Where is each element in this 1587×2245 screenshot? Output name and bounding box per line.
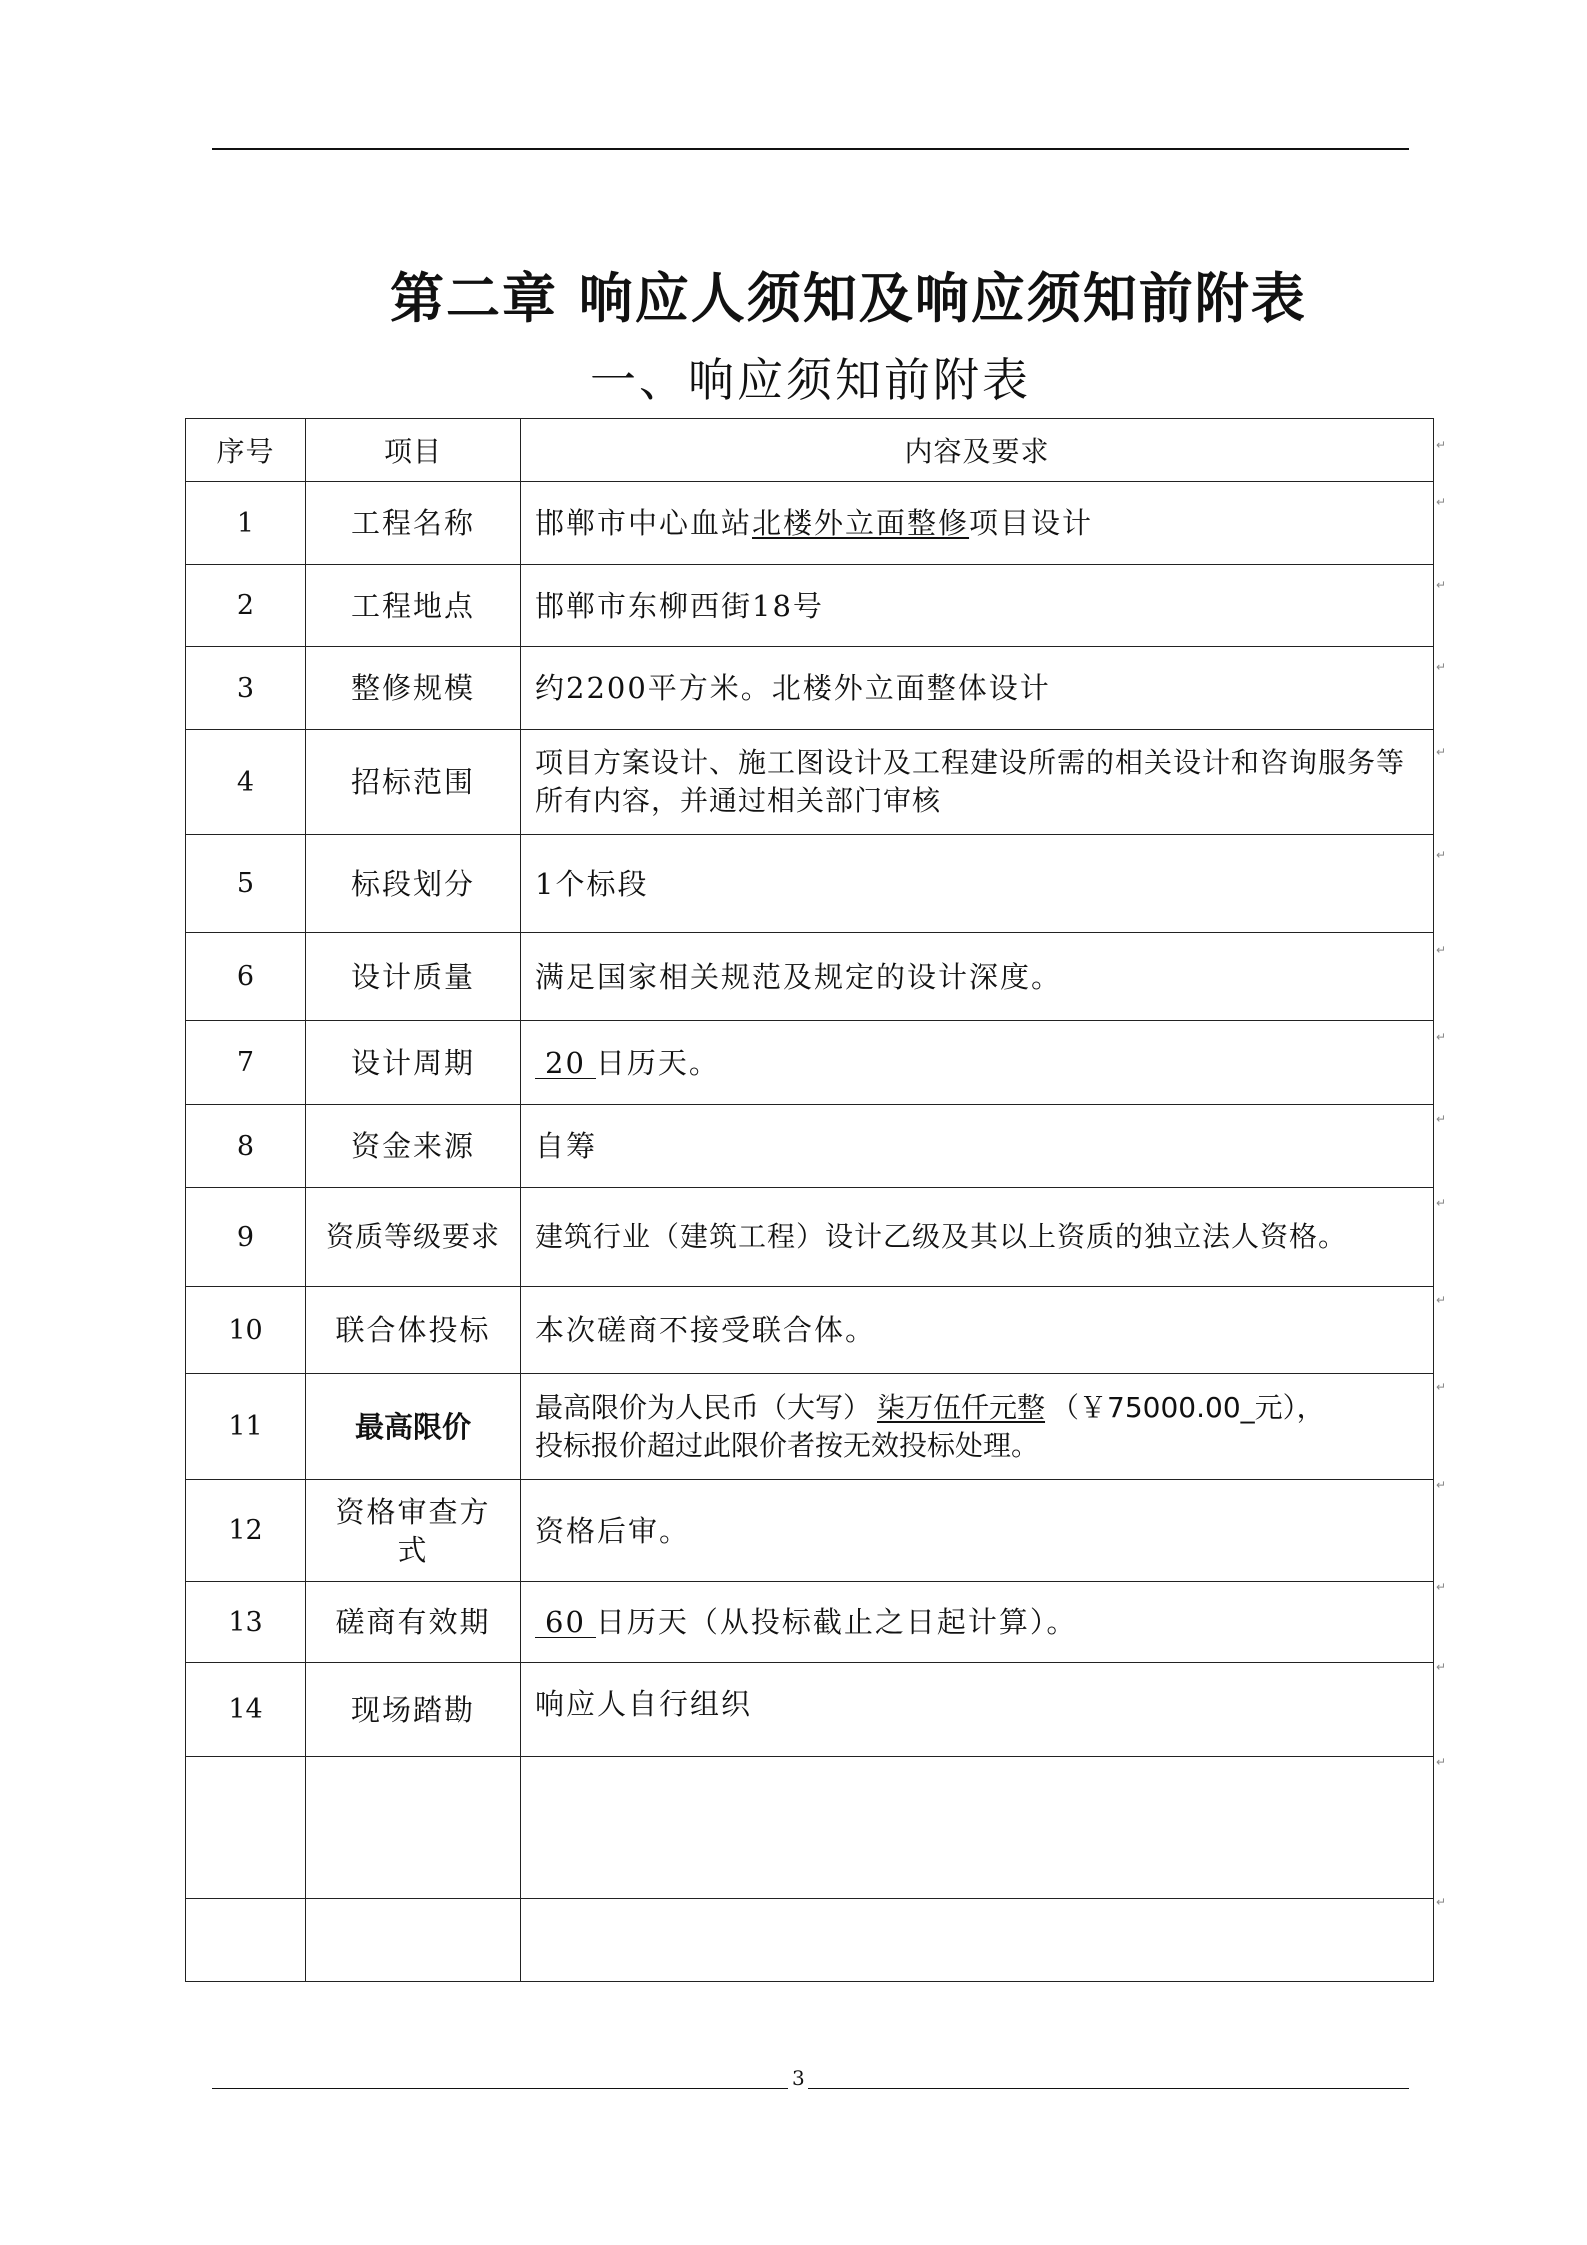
return-mark-icon: ↵ — [1436, 495, 1447, 509]
row-num: 7 — [186, 1021, 306, 1105]
section-title: 一、响应须知前附表 — [590, 353, 1031, 407]
row-content: 响应人自行组织 — [521, 1663, 1434, 1757]
row-content — [521, 1757, 1434, 1899]
return-mark-icon: ↵ — [1436, 848, 1447, 862]
row-num: 8 — [186, 1105, 306, 1188]
row-item: 联合体投标 — [306, 1287, 521, 1374]
return-mark-icon: ↵ — [1436, 943, 1447, 957]
row-num: 2 — [186, 565, 306, 647]
row-num: 4 — [186, 730, 306, 835]
row-content: 自筹 — [521, 1105, 1434, 1188]
table-row — [186, 482, 1434, 565]
row-item: 资金来源 — [306, 1105, 521, 1188]
header-num: 序号 — [186, 419, 306, 482]
row-num: 5 — [186, 835, 306, 933]
row-item — [306, 1757, 521, 1899]
row-num: 14 — [186, 1663, 306, 1757]
return-mark-icon: ↵ — [1436, 1380, 1447, 1394]
row-item — [306, 1899, 521, 1982]
return-mark-icon: ↵ — [1436, 1478, 1447, 1492]
table-row — [186, 1374, 1434, 1480]
row-num: 11 — [186, 1374, 306, 1480]
row-num — [186, 1899, 306, 1982]
table-row — [186, 1663, 1434, 1757]
return-mark-icon: ↵ — [1436, 745, 1447, 759]
row-content — [521, 482, 1434, 565]
row-item: 设计周期 — [306, 1021, 521, 1105]
table-row — [186, 1582, 1434, 1663]
underlined-value: 60 — [535, 1607, 596, 1638]
return-mark-icon: ↵ — [1436, 578, 1447, 592]
row-content: 资格后审。 — [521, 1480, 1434, 1582]
content-text: 项目设计 — [969, 506, 1094, 540]
row-content: 邯郸市东柳西街18号 — [521, 565, 1434, 647]
return-mark-icon: ↵ — [1436, 1580, 1447, 1594]
row-num: 13 — [186, 1582, 306, 1663]
row-content: 1个标段 — [521, 835, 1434, 933]
footer-rule-right — [808, 2088, 1409, 2089]
table-row — [186, 1021, 1434, 1105]
content-text: 日历天（从投标截止之日起计算）。 — [595, 1605, 1078, 1639]
row-num: 10 — [186, 1287, 306, 1374]
row-content: 项目方案设计、施工图设计及工程建设所需的相关设计和咨询服务等所有内容，并通过相关部门审核 — [521, 730, 1434, 835]
content-text: 日历天。 — [595, 1045, 720, 1080]
row-item: 资质等级要求 — [306, 1188, 521, 1287]
content-text: （￥75000.00_元）， — [1051, 1390, 1325, 1424]
underlined-text: 柒万伍仟元整 — [877, 1390, 1046, 1424]
content-text: 最高限价为人民币（大写） — [535, 1390, 872, 1424]
row-num: 1 — [186, 482, 306, 565]
return-mark-icon: ↵ — [1436, 1112, 1447, 1126]
row-content — [521, 1021, 1434, 1105]
row-content: 建筑行业（建筑工程）设计乙级及其以上资质的独立法人资格。 — [521, 1188, 1434, 1287]
table-header-row — [186, 419, 1434, 482]
return-mark-icon: ↵ — [1436, 1755, 1447, 1769]
table-row — [186, 1899, 1434, 1982]
table-row — [186, 1105, 1434, 1188]
return-mark-icon: ↵ — [1436, 1660, 1447, 1674]
row-item: 最高限价 — [306, 1374, 521, 1480]
header-item: 项目 — [306, 419, 521, 482]
underlined-value: 20 — [535, 1048, 596, 1079]
table-row — [186, 835, 1434, 933]
row-item: 资格审查方式 — [306, 1480, 521, 1582]
table-row — [186, 933, 1434, 1021]
row-num: 6 — [186, 933, 306, 1021]
row-item: 工程名称 — [306, 482, 521, 565]
row-content: 本次磋商不接受联合体。 — [521, 1287, 1434, 1374]
row-num — [186, 1757, 306, 1899]
content-text: 邯郸市中心血站 — [535, 506, 753, 540]
footer-rule-left — [212, 2088, 788, 2089]
table-row — [186, 1480, 1434, 1582]
row-num: 3 — [186, 647, 306, 730]
row-item: 工程地点 — [306, 565, 521, 647]
row-num: 9 — [186, 1188, 306, 1287]
table-row — [186, 1757, 1434, 1899]
row-content — [521, 1899, 1434, 1982]
row-content — [521, 1582, 1434, 1663]
return-mark-icon: ↵ — [1436, 438, 1447, 452]
row-item: 标段划分 — [306, 835, 521, 933]
table-row — [186, 1287, 1434, 1374]
content-text: 投标报价超过此限价者按无效投标处理。 — [535, 1428, 1040, 1462]
row-item: 招标范围 — [306, 730, 521, 835]
table-row — [186, 565, 1434, 647]
row-item: 磋商有效期 — [306, 1582, 521, 1663]
row-content — [521, 1374, 1434, 1480]
return-mark-icon: ↵ — [1436, 1293, 1447, 1307]
header-rule — [212, 148, 1409, 150]
table-row — [186, 1188, 1434, 1287]
chapter-title: 第二章 响应人须知及响应须知前附表 — [390, 266, 1307, 330]
requirements-table — [185, 418, 1434, 1982]
row-item: 现场踏勘 — [306, 1663, 521, 1757]
row-content: 约2200平方米。北楼外立面整体设计 — [521, 647, 1434, 730]
underlined-text: 北楼外立面整修 — [752, 506, 970, 540]
row-item: 整修规模 — [306, 647, 521, 730]
row-item: 设计质量 — [306, 933, 521, 1021]
table-row — [186, 730, 1434, 835]
return-mark-icon: ↵ — [1436, 1030, 1447, 1044]
row-num: 12 — [186, 1480, 306, 1582]
return-mark-icon: ↵ — [1436, 1895, 1447, 1909]
return-mark-icon: ↵ — [1436, 1196, 1447, 1210]
header-content: 内容及要求 — [521, 419, 1434, 482]
table-row — [186, 647, 1434, 730]
page-number: 3 — [792, 2066, 805, 2090]
return-mark-icon: ↵ — [1436, 660, 1447, 674]
row-content: 满足国家相关规范及规定的设计深度。 — [521, 933, 1434, 1021]
